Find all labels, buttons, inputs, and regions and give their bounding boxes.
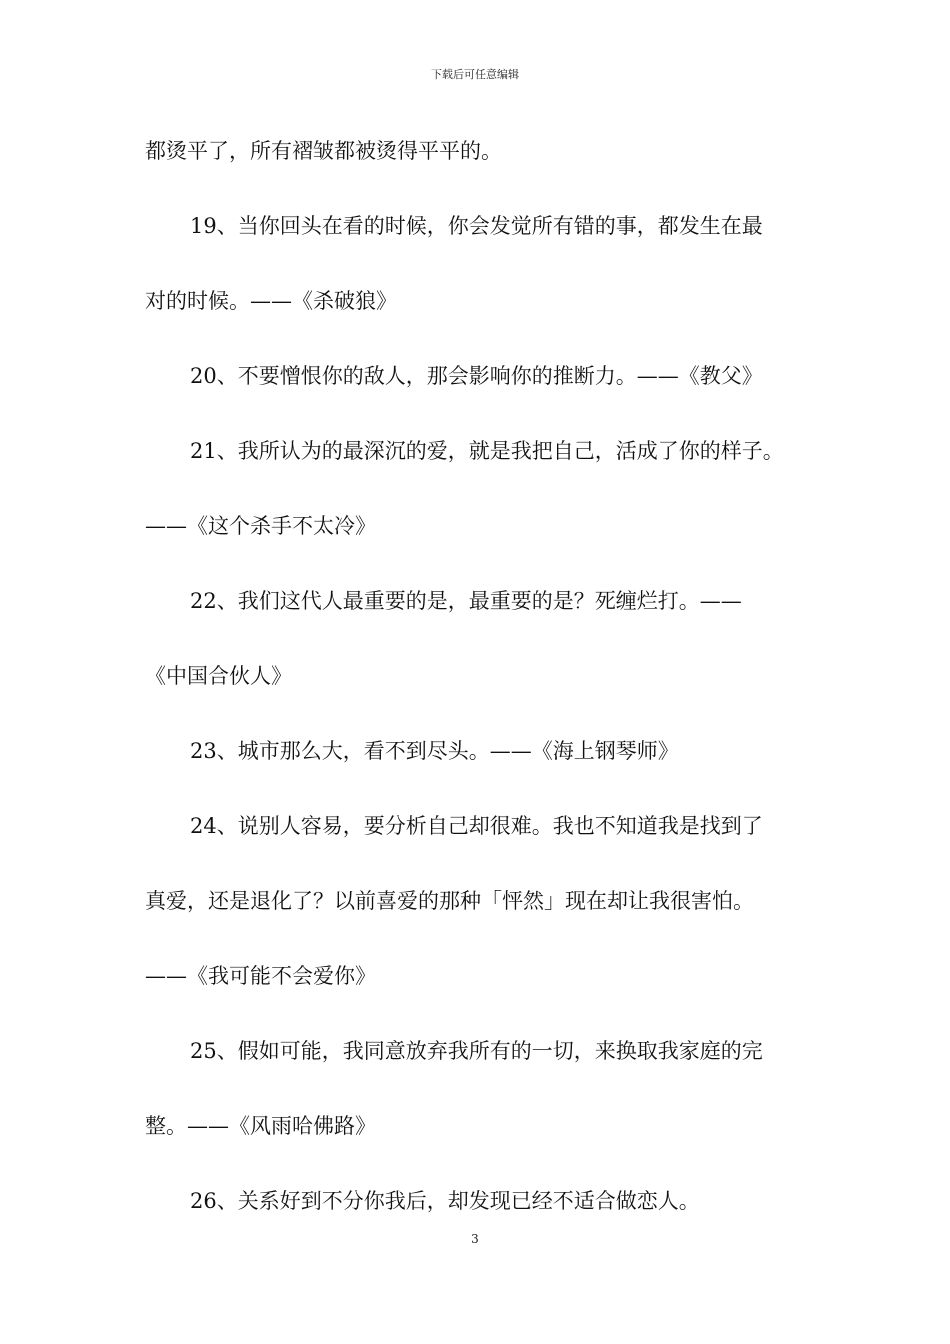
quote-line: 21、我所认为的最深沉的爱，就是我把自己，活成了你的样子。 xyxy=(190,439,784,463)
page-number: 3 xyxy=(471,1232,479,1246)
quote-line: 25、假如可能，我同意放弃我所有的一切，来换取我家庭的完 xyxy=(190,1039,763,1063)
quote-line: 26、关系好到不分你我后，却发现已经不适合做恋人。 xyxy=(190,1189,700,1213)
quote-line: 《中国合伙人》 xyxy=(145,664,292,688)
quote-line: 真爱，还是退化了？以前喜爱的那种「怦然」现在却让我很害怕。 xyxy=(145,889,754,913)
quote-line: 23、城市那么大，看不到尽头。——《海上钢琴师》 xyxy=(190,739,679,763)
quote-line: 22、我们这代人最重要的是，最重要的是？死缠烂打。—— xyxy=(190,589,742,613)
text-line: 都烫平了，所有褶皱都被烫得平平的。 xyxy=(145,139,502,163)
quote-line: 整。——《风雨哈佛路》 xyxy=(145,1114,376,1138)
quote-line: 19、当你回头在看的时候，你会发觉所有错的事，都发生在最 xyxy=(190,214,763,238)
quote-line: ——《这个杀手不太冷》 xyxy=(145,514,376,538)
page-header: 下载后可任意编辑 xyxy=(431,68,519,81)
quote-line: ——《我可能不会爱你》 xyxy=(145,964,376,988)
quote-line: 24、说别人容易，要分析自己却很难。我也不知道我是找到了 xyxy=(190,814,763,838)
quote-line: 20、不要憎恨你的敌人，那会影响你的推断力。——《教父》 xyxy=(190,364,763,388)
quote-line: 对的时候。——《杀破狼》 xyxy=(145,289,397,313)
